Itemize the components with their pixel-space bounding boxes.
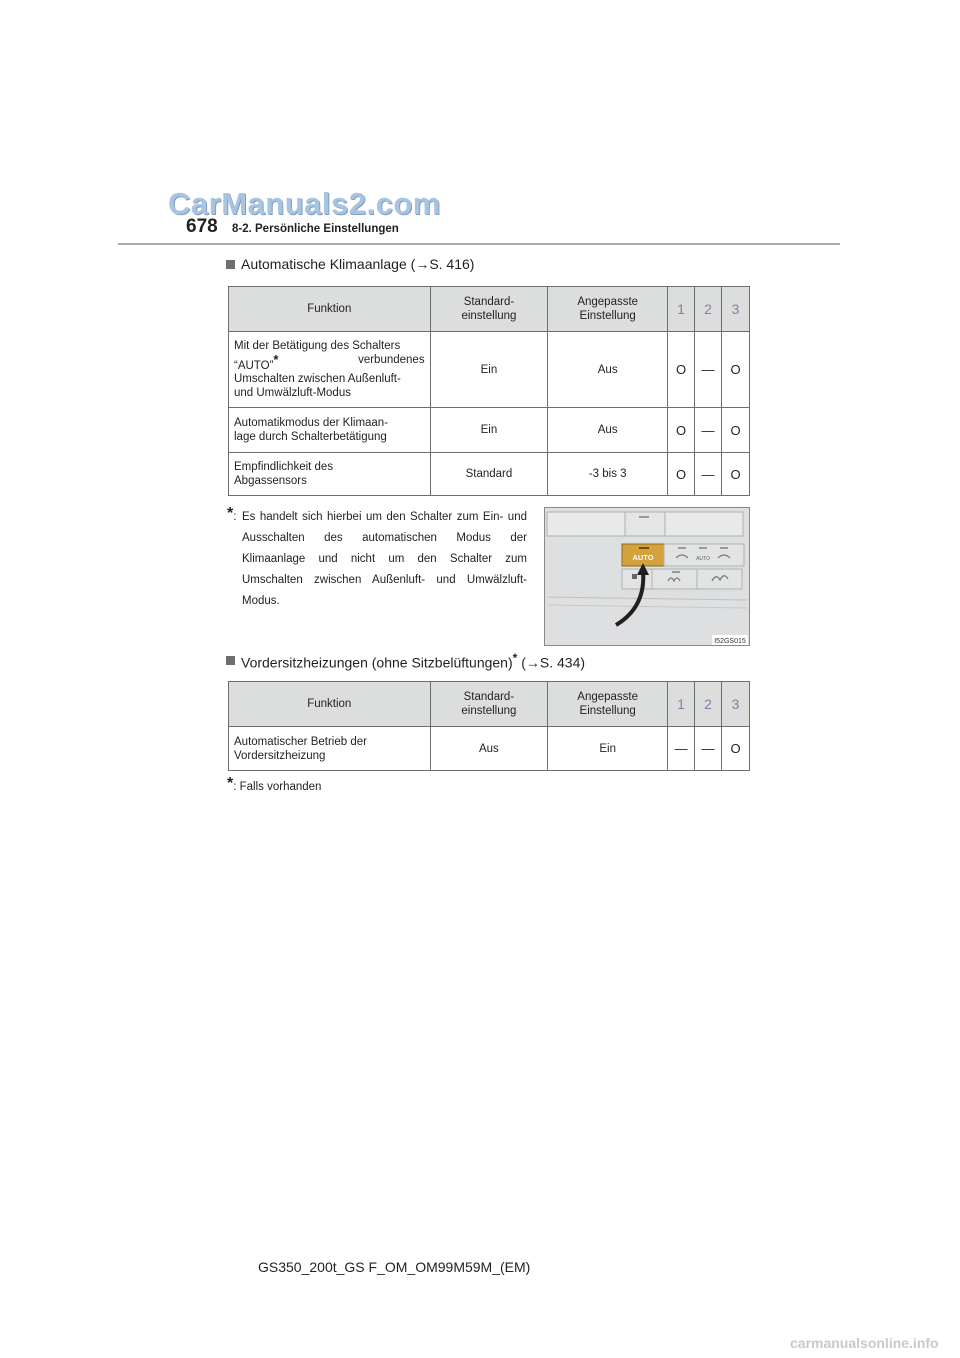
standard-cell: Ein — [430, 332, 548, 408]
section-heading-climate — [226, 256, 474, 272]
table-header-row — [229, 682, 750, 727]
custom-cell: Aus — [548, 332, 668, 408]
standard-cell: Ein — [430, 408, 548, 453]
footnote-optional: *: Falls vorhanden — [227, 775, 322, 793]
header-custom: Angepasste Einstellung — [548, 682, 668, 727]
col-2-cell: — — [695, 408, 722, 453]
header-col-1: 1 — [668, 682, 695, 727]
climate-panel-illustration — [544, 507, 750, 646]
auto-button-label: AUTO — [632, 553, 654, 562]
col-1-cell: O — [668, 332, 695, 408]
footnote-text: Es handelt sich hierbei um den Schalter zum Ein- und Ausschalten des automatischen Modus der Klimaanlage und nicht um den Schalter zum Umschalten zwischen Außenluft- und Umwälzluft-Modus. — [242, 511, 527, 607]
page-ref: S. 434) — [539, 654, 586, 671]
col-3-cell: O — [722, 727, 750, 771]
standard-cell: Aus — [430, 727, 548, 771]
function-cell: Automatikmodus der Klimaan- lage durch Schalterbetätigung — [229, 408, 431, 453]
heading-text: Automatische Klimaanlage ( — [241, 256, 416, 272]
footnote-auto-switch: *: Es handelt sich hierbei um den Schalter zum Ein- und Ausschalten des automatischen Modus der Klimaanlage und nicht um den Schalter zum Umschalten zwischen Außenluft- und Umwälzluft-Modus. — [227, 507, 527, 612]
square-bullet-icon — [226, 656, 235, 665]
page-number: 678 — [186, 216, 218, 237]
header-divider — [118, 243, 840, 245]
section-heading-seat-heaters — [226, 651, 585, 671]
header-col-2: 2 — [695, 682, 722, 727]
header-standard: Standard- einstellung — [430, 682, 548, 727]
col-3-cell: O — [722, 332, 750, 408]
function-cell: Automatischer Betrieb der Vordersitzheizung — [229, 727, 431, 771]
carmanuals-watermark: CarManuals2.com — [168, 186, 441, 221]
ref-open: ( — [521, 654, 526, 671]
header-col-2: 2 — [695, 287, 722, 332]
table-header-row — [229, 287, 750, 332]
image-code: I52GS015 — [714, 638, 746, 645]
arrow-icon: → — [525, 654, 540, 671]
carmanualsonline-watermark: carmanualsonline.info — [790, 1335, 939, 1351]
col-1-cell: O — [668, 453, 695, 496]
function-cell: Mit der Betätigung des Schalters “AUTO”* verbundenes Umschalten zwischen Außenluft- und Umwälzluft-Modus — [229, 332, 431, 408]
heading-star: * — [512, 651, 518, 665]
table-row — [229, 727, 750, 771]
header-col-3: 3 — [722, 682, 750, 727]
col-3-cell: O — [722, 408, 750, 453]
custom-cell: Aus — [548, 408, 668, 453]
custom-cell: -3 bis 3 — [548, 453, 668, 496]
header-col-1: 1 — [668, 287, 695, 332]
col-1-cell: O — [668, 408, 695, 453]
function-cell: Empfindlichkeit des Abgassensors — [229, 453, 431, 496]
col-3-cell: O — [722, 453, 750, 496]
custom-cell: Ein — [548, 727, 668, 771]
auto-small-label: AUTO — [696, 556, 710, 562]
header-col-3: 3 — [722, 287, 750, 332]
header-custom: Angepasste Einstellung — [548, 287, 668, 332]
heading-text: Vordersitzheizungen (ohne Sitzbelüftungen) — [241, 654, 513, 671]
climate-settings-table — [228, 286, 750, 496]
arrow-icon: → — [415, 256, 430, 272]
col-2-cell: — — [695, 727, 722, 771]
seat-heater-table — [228, 681, 750, 771]
square-bullet-icon — [226, 260, 235, 269]
table-row — [229, 408, 750, 453]
header-standard: Standard- einstellung — [430, 287, 548, 332]
table-row — [229, 332, 750, 408]
header-function: Funktion — [229, 287, 431, 332]
section-title: 8-2. Persönliche Einstellungen — [232, 223, 399, 235]
standard-cell: Standard — [430, 453, 548, 496]
header-function: Funktion — [229, 682, 431, 727]
col-1-cell: — — [668, 727, 695, 771]
col-2-cell: — — [695, 453, 722, 496]
page-ref: S. 416) — [429, 256, 475, 272]
climate-panel-svg — [544, 507, 750, 646]
col-2-cell: — — [695, 332, 722, 408]
fan-icon — [632, 574, 637, 579]
document-id: GS350_200t_GS F_OM_OM99M59M_(EM) — [258, 1259, 531, 1275]
table-row — [229, 453, 750, 496]
